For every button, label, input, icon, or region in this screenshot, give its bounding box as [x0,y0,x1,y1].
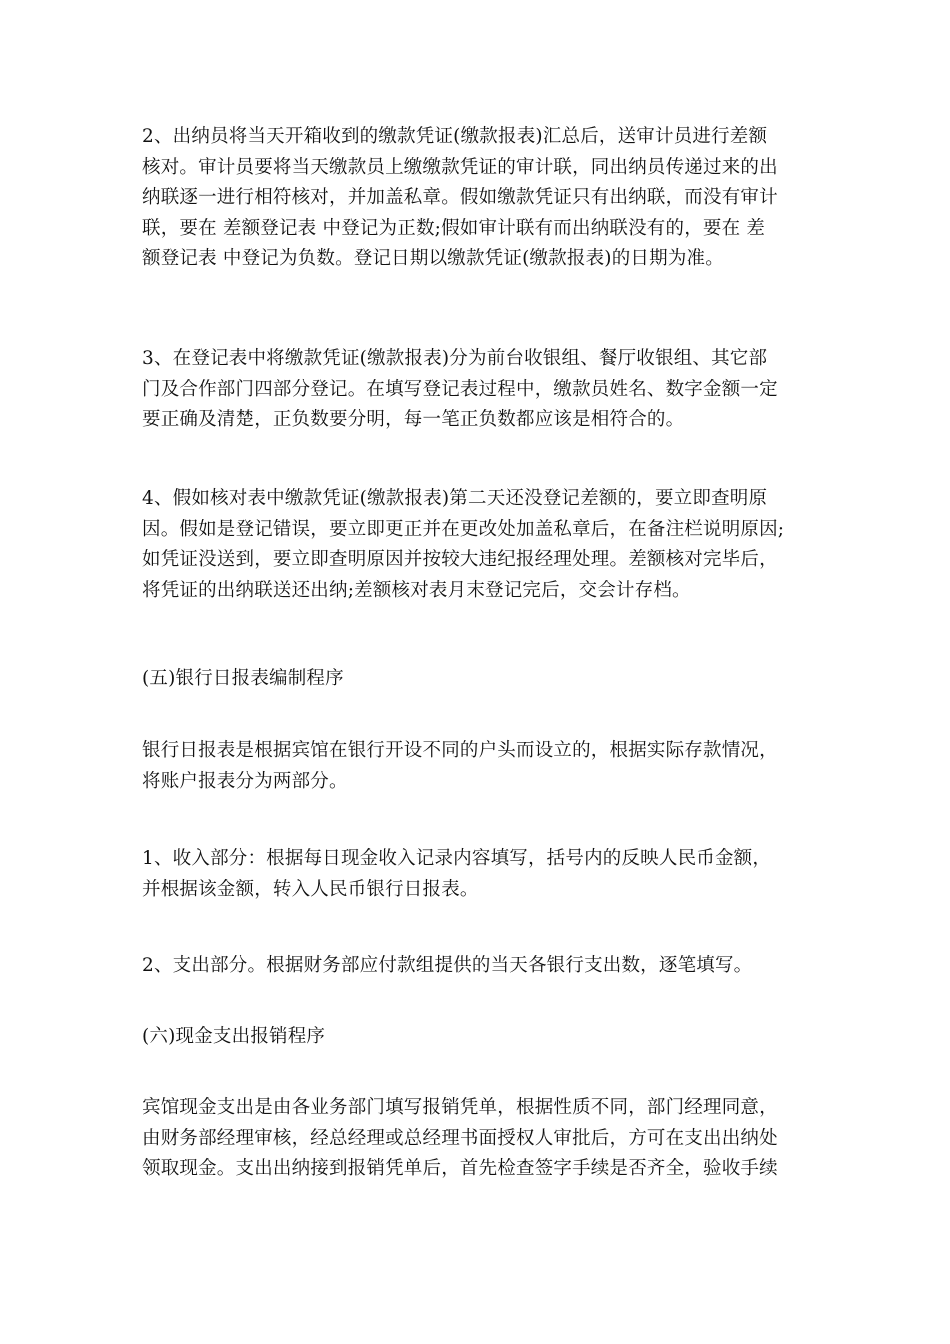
text-line: 门及合作部门四部分登记。在填写登记表过程中，缴款员姓名、数字金额一定 [142,378,778,400]
text-line: 核对。审计员要将当天缴款员上缴缴款凭证的审计联，同出纳员传递过来的出 [142,156,778,178]
text-line: 如凭证没送到，要立即查明原因并按较大违纪报经理处理。差额核对完毕后， [142,549,778,571]
text-line: 领取现金。支出出纳接到报销凭单后，首先检查签字手续是否齐全，验收手续 [142,1158,778,1180]
section-heading-bank-daily-report [142,664,812,695]
paragraph-reconcile-step-2 [142,122,812,275]
text-line: 联，要在 差额登记表 中登记为正数;假如审计联有而出纳联没有的，要在 差 [142,217,766,239]
text-line: 将凭证的出纳联送还出纳;差额核对表月末登记完后，交会计存档。 [142,579,691,601]
text-line: 将账户报表分为两部分。 [142,770,348,792]
paragraph-reconcile-step-4 [142,484,812,606]
text-line: 由财务部经理审核，经总经理或总经理书面授权人审批后，方可在支出出纳处 [142,1127,778,1149]
section-heading-cash-expense [142,1022,812,1053]
paragraph-cash-expense-procedure [142,1093,812,1185]
text-line: 纳联逐一进行相符核对，并加盖私章。假如缴款凭证只有出纳联，而没有审计 [142,187,778,209]
text-line: 因。假如是登记错误，要立即更正并在更改处加盖私章后，在备注栏说明原因; [142,518,785,540]
paragraph-bank-report-intro [142,736,812,797]
text-line: 宾馆现金支出是由各业务部门填写报销凭单，根据性质不同，部门经理同意， [142,1097,778,1118]
text-line: 3、在登记表中将缴款凭证(缴款报表)分为前台收银组、餐厅收银组、其它部 [142,348,768,369]
paragraph-expense-part [142,951,812,982]
text-line: 额登记表 中登记为负数。登记日期以缴款凭证(缴款报表)的日期为准。 [142,248,724,270]
paragraph-reconcile-step-3 [142,344,812,436]
paragraph-income-part [142,844,812,905]
text-line: 2、支出部分。根据财务部应付款组提供的当天各银行支出数，逐笔填写。 [142,955,753,976]
text-line: (五)银行日报表编制程序 [142,668,344,689]
text-line: 要正确及清楚，正负数要分明，每一笔正负数都应该是相符合的。 [142,409,685,431]
text-line: 并根据该金额，转入人民币银行日报表。 [142,878,479,900]
text-line: 1、收入部分：根据每日现金收入记录内容填写，括号内的反映人民币金额， [142,848,772,869]
text-line: 2、出纳员将当天开箱收到的缴款凭证(缴款报表)汇总后，送审计员进行差额 [142,126,768,147]
text-line: 银行日报表是根据宾馆在银行开设不同的户头而设立的，根据实际存款情况， [142,740,778,761]
text-line: (六)现金支出报销程序 [142,1026,326,1047]
text-line: 4、假如核对表中缴款凭证(缴款报表)第二天还没登记差额的，要立即查明原 [142,488,768,509]
